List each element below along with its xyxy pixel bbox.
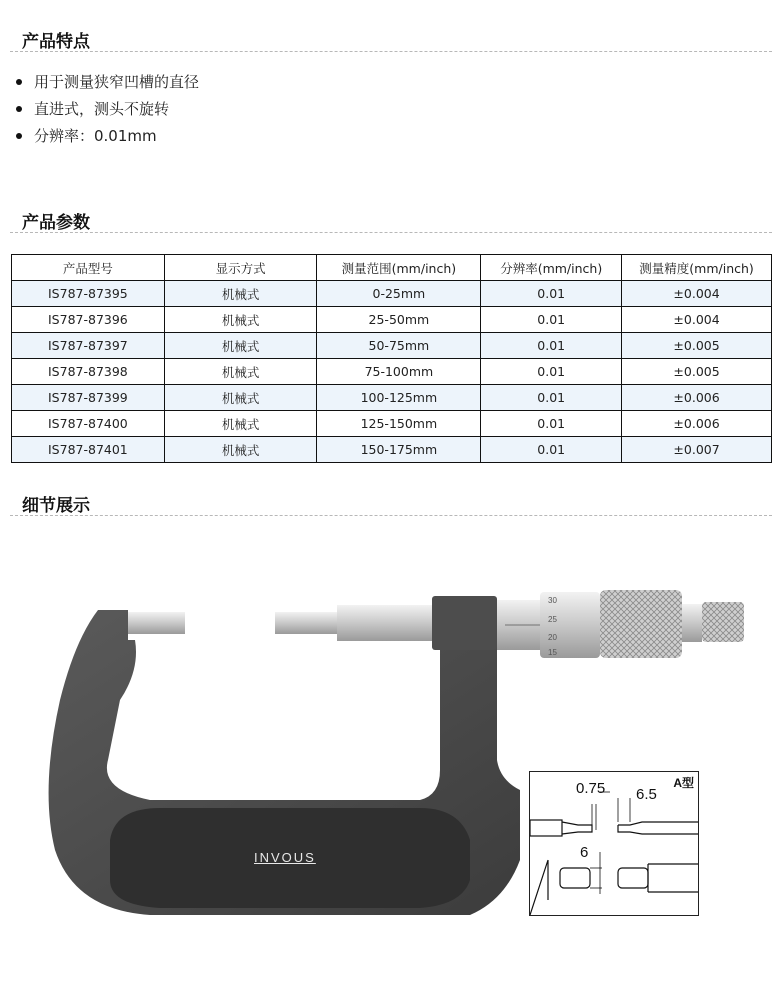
- column-header-range: 测量范围(mm/inch): [317, 255, 481, 281]
- cell-range: 50-75mm: [317, 333, 481, 359]
- features-title: 产品特点: [22, 32, 90, 52]
- spindle-tip: [275, 612, 337, 634]
- cell-range: 125-150mm: [317, 411, 481, 437]
- cell-display: 机械式: [164, 333, 317, 359]
- cell-resolution: 0.01: [481, 437, 622, 463]
- column-header-resolution: 分辨率(mm/inch): [481, 255, 622, 281]
- cell-resolution: 0.01: [481, 359, 622, 385]
- feature-list: [14, 70, 199, 151]
- cell-accuracy: ±0.005: [622, 333, 772, 359]
- table-header-row: [12, 255, 772, 281]
- feature-item: 直进式，测头不旋转: [14, 97, 199, 124]
- column-header-display: 显示方式: [164, 255, 317, 281]
- cell-display: 机械式: [164, 411, 317, 437]
- table-row: [12, 281, 772, 307]
- params-title: 产品参数: [22, 213, 90, 233]
- knurled-grip: [600, 590, 682, 658]
- cell-resolution: 0.01: [481, 411, 622, 437]
- cell-model: IS787-87397: [12, 333, 165, 359]
- dimension-label: 6: [580, 844, 589, 861]
- cell-model: IS787-87400: [12, 411, 165, 437]
- dimension-label: 6.5: [636, 786, 657, 803]
- cell-display: 机械式: [164, 437, 317, 463]
- feature-item: 分辨率：0.01mm: [14, 124, 199, 151]
- dimension-label: 0.75: [576, 780, 606, 797]
- anvil: [128, 612, 185, 634]
- cell-model: IS787-87398: [12, 359, 165, 385]
- ratchet: [702, 602, 744, 642]
- column-header-accuracy: 测量精度(mm/inch): [622, 255, 772, 281]
- cell-accuracy: ±0.006: [622, 411, 772, 437]
- cell-range: 100-125mm: [317, 385, 481, 411]
- thimble-scale-label: 20: [548, 633, 557, 642]
- table-row: [12, 437, 772, 463]
- dimension-diagram: [529, 771, 699, 916]
- cell-range: 75-100mm: [317, 359, 481, 385]
- table-row: [12, 385, 772, 411]
- cell-model: IS787-87396: [12, 307, 165, 333]
- column-header-model: 产品型号: [12, 255, 165, 281]
- cell-model: IS787-87401: [12, 437, 165, 463]
- feature-item: 用于测量狭窄凹槽的直径: [14, 70, 199, 97]
- cell-display: 机械式: [164, 307, 317, 333]
- cell-accuracy: ±0.006: [622, 385, 772, 411]
- spec-table: [11, 254, 772, 463]
- table-row: [12, 307, 772, 333]
- cell-range: 0-25mm: [317, 281, 481, 307]
- cell-accuracy: ±0.005: [622, 359, 772, 385]
- divider: [10, 232, 772, 233]
- frame-hub: [432, 596, 497, 650]
- cell-resolution: 0.01: [481, 281, 622, 307]
- cell-accuracy: ±0.004: [622, 281, 772, 307]
- diagram-type-label: A型: [673, 776, 694, 790]
- cell-resolution: 0.01: [481, 307, 622, 333]
- cell-accuracy: ±0.004: [622, 307, 772, 333]
- cell-resolution: 0.01: [481, 333, 622, 359]
- thimble-scale-label: 15: [548, 648, 557, 657]
- cell-model: IS787-87399: [12, 385, 165, 411]
- table-row: [12, 359, 772, 385]
- cell-accuracy: ±0.007: [622, 437, 772, 463]
- brand-logo: INVOUS: [254, 850, 316, 865]
- thimble-scale-label: 25: [548, 615, 557, 624]
- divider: [10, 51, 772, 52]
- cell-model: IS787-87395: [12, 281, 165, 307]
- table-row: [12, 333, 772, 359]
- table-row: [12, 411, 772, 437]
- dimension-drawing: [530, 772, 698, 915]
- cell-display: 机械式: [164, 385, 317, 411]
- thimble-scale-label: 30: [548, 596, 557, 605]
- cell-display: 机械式: [164, 359, 317, 385]
- details-title: 细节展示: [22, 496, 90, 516]
- cell-resolution: 0.01: [481, 385, 622, 411]
- cell-range: 150-175mm: [317, 437, 481, 463]
- divider: [10, 515, 772, 516]
- cell-range: 25-50mm: [317, 307, 481, 333]
- spindle: [337, 605, 437, 641]
- cell-display: 机械式: [164, 281, 317, 307]
